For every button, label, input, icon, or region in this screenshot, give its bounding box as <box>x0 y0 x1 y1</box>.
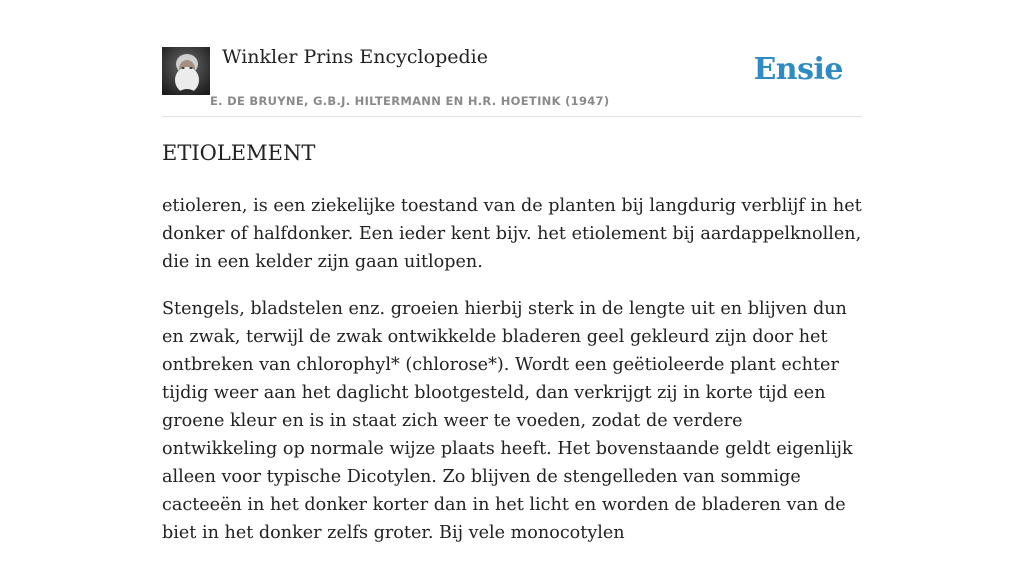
author-avatar[interactable] <box>162 47 210 95</box>
source-title[interactable]: Winkler Prins Encyclopedie <box>222 46 488 68</box>
source-header <box>162 44 862 117</box>
avatar-portrait-icon <box>162 47 210 95</box>
source-authors: E. DE BRUYNE, G.B.J. HILTERMANN EN H.R. HOETINK (1947) <box>210 94 610 108</box>
article-body <box>162 192 862 566</box>
ensie-logo[interactable]: Ensie <box>753 52 843 87</box>
article-paragraph: Stengels, bladstelen enz. groeien hierbij sterk in de lengte uit en blijven dun en zwak, terwijl de zwak ontwikkelde bladeren geel gekleurd zijn door het ontbreken van chlorophyl* (chlorose*). Wordt een geëtioleerde plant echter tijdig weer aan het daglicht blootgesteld, dan verkrijgt zij in korte tijd een groene kleur en is in staat zich weer te voeden, zodat de verdere ontwikkeling op normale wijze plaats heeft. Het bovenstaande geldt eigenlijk alleen voor typische Dicotylen. Zo blijven de stengelleden van sommige cacteeën in het donker korter dan in het licht en worden de bladeren van de biet in het donker zelfs groter. Bij vele monocotylen <box>162 299 853 543</box>
article-paragraph: etioleren, is een ziekelijke toestand van de planten bij langdurig verblijf in het donker of halfdonker. Een ieder kent bijv. het etiolement bij aardappelknollen, die in een kelder zijn gaan uitlopen. <box>162 196 862 272</box>
article-title: ETIOLEMENT <box>162 141 316 165</box>
